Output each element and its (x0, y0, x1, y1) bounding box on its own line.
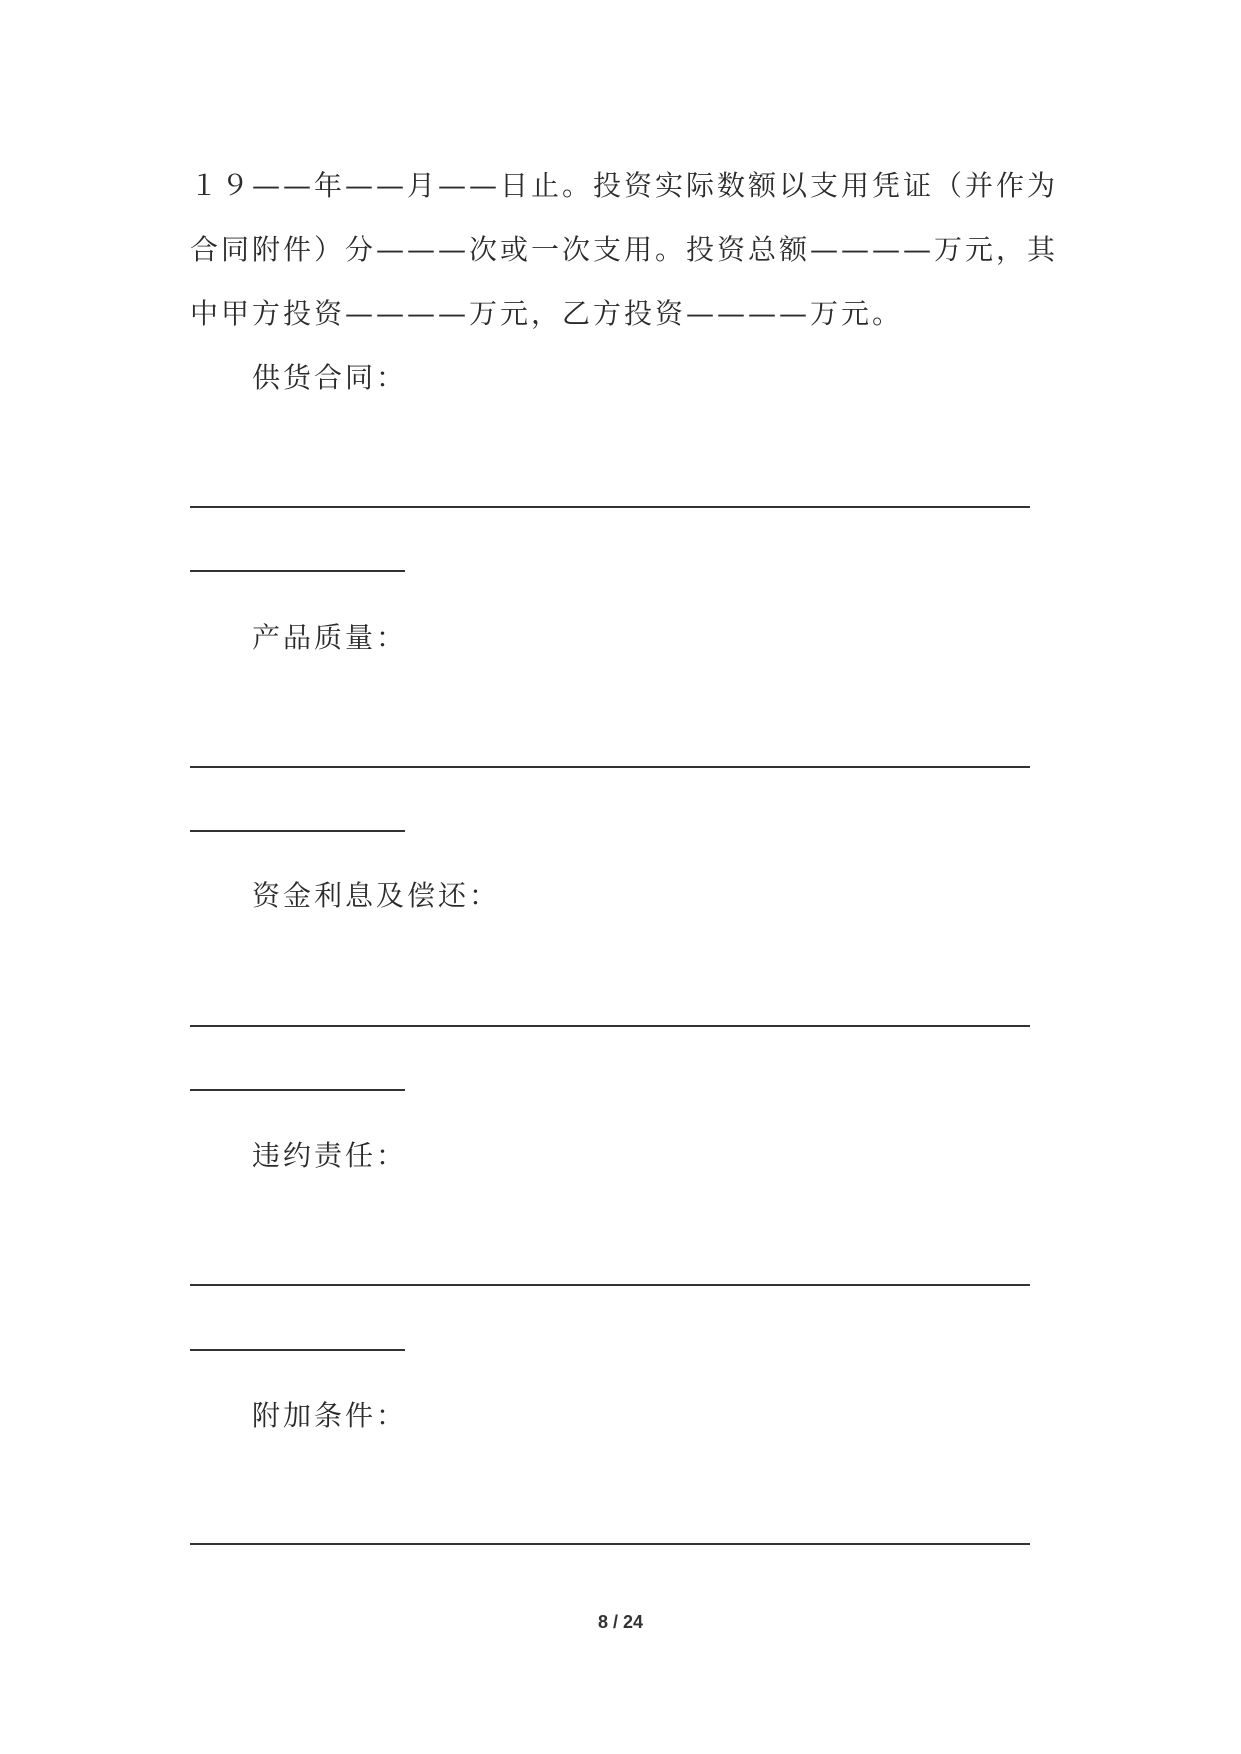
paragraph-line-2: 合同附件）分———次或一次支用。投资总额————万元，其 (190, 233, 1059, 266)
section-heading-product-quality: 产品质量： (252, 621, 408, 654)
paragraph-line-3: 中甲方投资————万元，乙方投资————万元。 (190, 297, 904, 330)
section-heading-liability: 违约责任： (252, 1139, 408, 1172)
blank-rule-short (190, 1089, 405, 1091)
blank-rule-short (190, 830, 405, 832)
blank-rule-short (190, 1349, 405, 1351)
section-heading-supply-contract: 供货合同： (252, 361, 408, 394)
blank-rule-long (190, 506, 1030, 508)
blank-rule-long (190, 766, 1030, 768)
page-number: 8 / 24 (597, 1612, 644, 1632)
blank-rule-long (190, 1025, 1030, 1027)
section-heading-additional-conditions: 附加条件： (252, 1399, 408, 1432)
paragraph-line-1: １９——年——月——日止。投资实际数额以支用凭证（并作为 (190, 169, 1059, 202)
blank-rule-short (190, 570, 405, 572)
section-heading-interest-repayment: 资金利息及偿还： (252, 879, 501, 912)
blank-rule-long (190, 1543, 1030, 1545)
blank-rule-long (190, 1284, 1030, 1286)
